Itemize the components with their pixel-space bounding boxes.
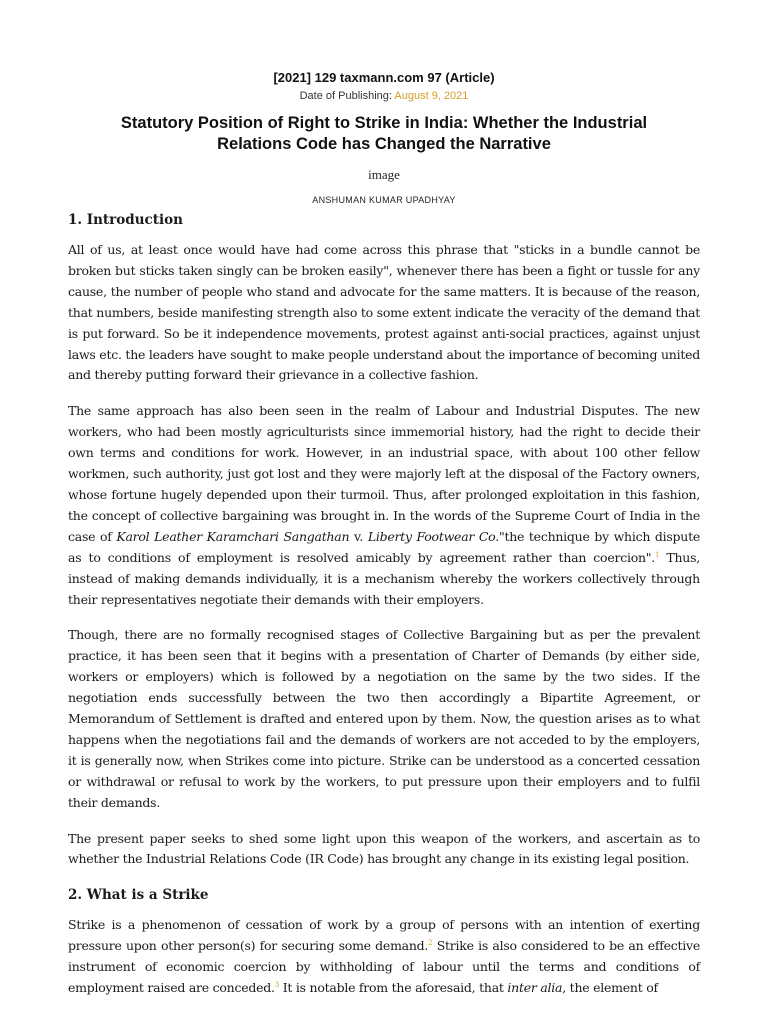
paragraph: All of us, at least once would have had come across this phrase that "sticks in a bundle cannot be broken but sticks taken singly can be broken easily", whenever there has been a fight or tussle for any cause, the number of people who stand and advocate for the same matters. It is because of the reason, that numbers, beside manifesting strength also to some extent indicate the veracity of the demand that is put forward. So be it independence movements, protest against anti-social practices, against unjust laws etc. the leaders have sought to make people understand about the importance of becoming united and thereby putting forward their grievance in a collective fashion.: [68, 242, 700, 383]
section-heading-what-is-a-strike: 2. What is a Strike: [68, 887, 209, 904]
paragraph: The present paper seeks to shed some light upon this weapon of the workers, and ascertain as to whether the Industrial Relations Code (IR Code) has brought any change in its existing legal position.: [68, 830, 700, 867]
paragraph-text: Strike is also considered to be an effective instrument of economic coercion by withholding of labour until the terms and conditions of employment raised are conceded.: [68, 938, 700, 996]
paragraph-text: Strike is a phenomenon of cessation of work by a group of persons with an intention of exerting pressure upon other person(s) for securing some demand.: [68, 917, 700, 954]
paragraph: [68, 401, 700, 610]
paragraph-text: The same approach has also been seen in the realm of Labour and Industrial Disputes. The new workers, who had been mostly agriculturists since immemorial history, had the right to decide their own terms and conditions for work. However, in an industrial space, with about 100 other fellow workmen, such authority, just got lost and they were majorly left at the disposal of the Factory owners, whose fortune hugely depended upon their turmoil. Thus, after prolonged exploitation in this fashion, the concept of collective bargaining was brought in. In the words of the Supreme Court of India in the case of: [68, 403, 700, 544]
article-title: Statutory Position of Right to Strike in India: Whether the Industrial Relations Code has Changed the Narrative: [120, 114, 648, 153]
section-heading-introduction: 1. Introduction: [68, 212, 183, 228]
case-name: Liberty Footwear Co.: [367, 528, 499, 544]
paragraph-text: v.: [349, 528, 368, 544]
case-name: Karol Leather Karamchari Sangathan: [116, 528, 350, 544]
quote-text: "the technique by which dispute as to conditions of employment is resolved amicably by agreement rather than coercion".: [68, 528, 701, 565]
footnote-link[interactable]: 3: [274, 980, 279, 989]
paragraph: [68, 915, 700, 999]
paragraph: Though, there are no formally recognised stages of Collective Bargaining but as per the prevalent practice, it has been seen that it begins with a presentation of Charter of Demands (by either side, workers or employers) which is followed by a negotiation on the same by the two sides. If the negotiation ends successfully between the two then accordingly a Bipartite Agreement, or Memorandum of Settlement is drafted and entered upon by them. Now, the question arises as to what happens when the negotiations fail and the demands of workers are not acceded to by the employers, it is generally now, when Strikes come into picture. Strike can be understood as a concerted cessation or withdrawal or refusal to work by the workers, to put pressure upon their employers and to fulfil their demands.: [68, 627, 700, 810]
article-body: [68, 210, 700, 1014]
paragraph-text: Thus, instead of making demands individually, it is a mechanism whereby the workers collectively through their representatives negotiate their demands with their employers.: [68, 549, 700, 607]
latin-term: inter alia: [507, 980, 563, 996]
citation: [2021] 129 taxmann.com 97 (Article): [273, 70, 495, 85]
pub-date-label: Date of Publishing:: [299, 90, 392, 102]
image-placeholder: image: [368, 167, 400, 182]
footnote-link[interactable]: 2: [428, 939, 433, 948]
paragraph-text: , the element of: [562, 980, 658, 996]
paragraph-text: It is notable from the aforesaid, that: [278, 980, 508, 996]
author-name: ANSHUMAN KUMAR UPADHYAY: [312, 195, 456, 205]
footnote-link[interactable]: 1: [655, 550, 660, 559]
publishing-date: [0, 90, 768, 102]
pub-date-value: August 9, 2021: [394, 90, 469, 102]
